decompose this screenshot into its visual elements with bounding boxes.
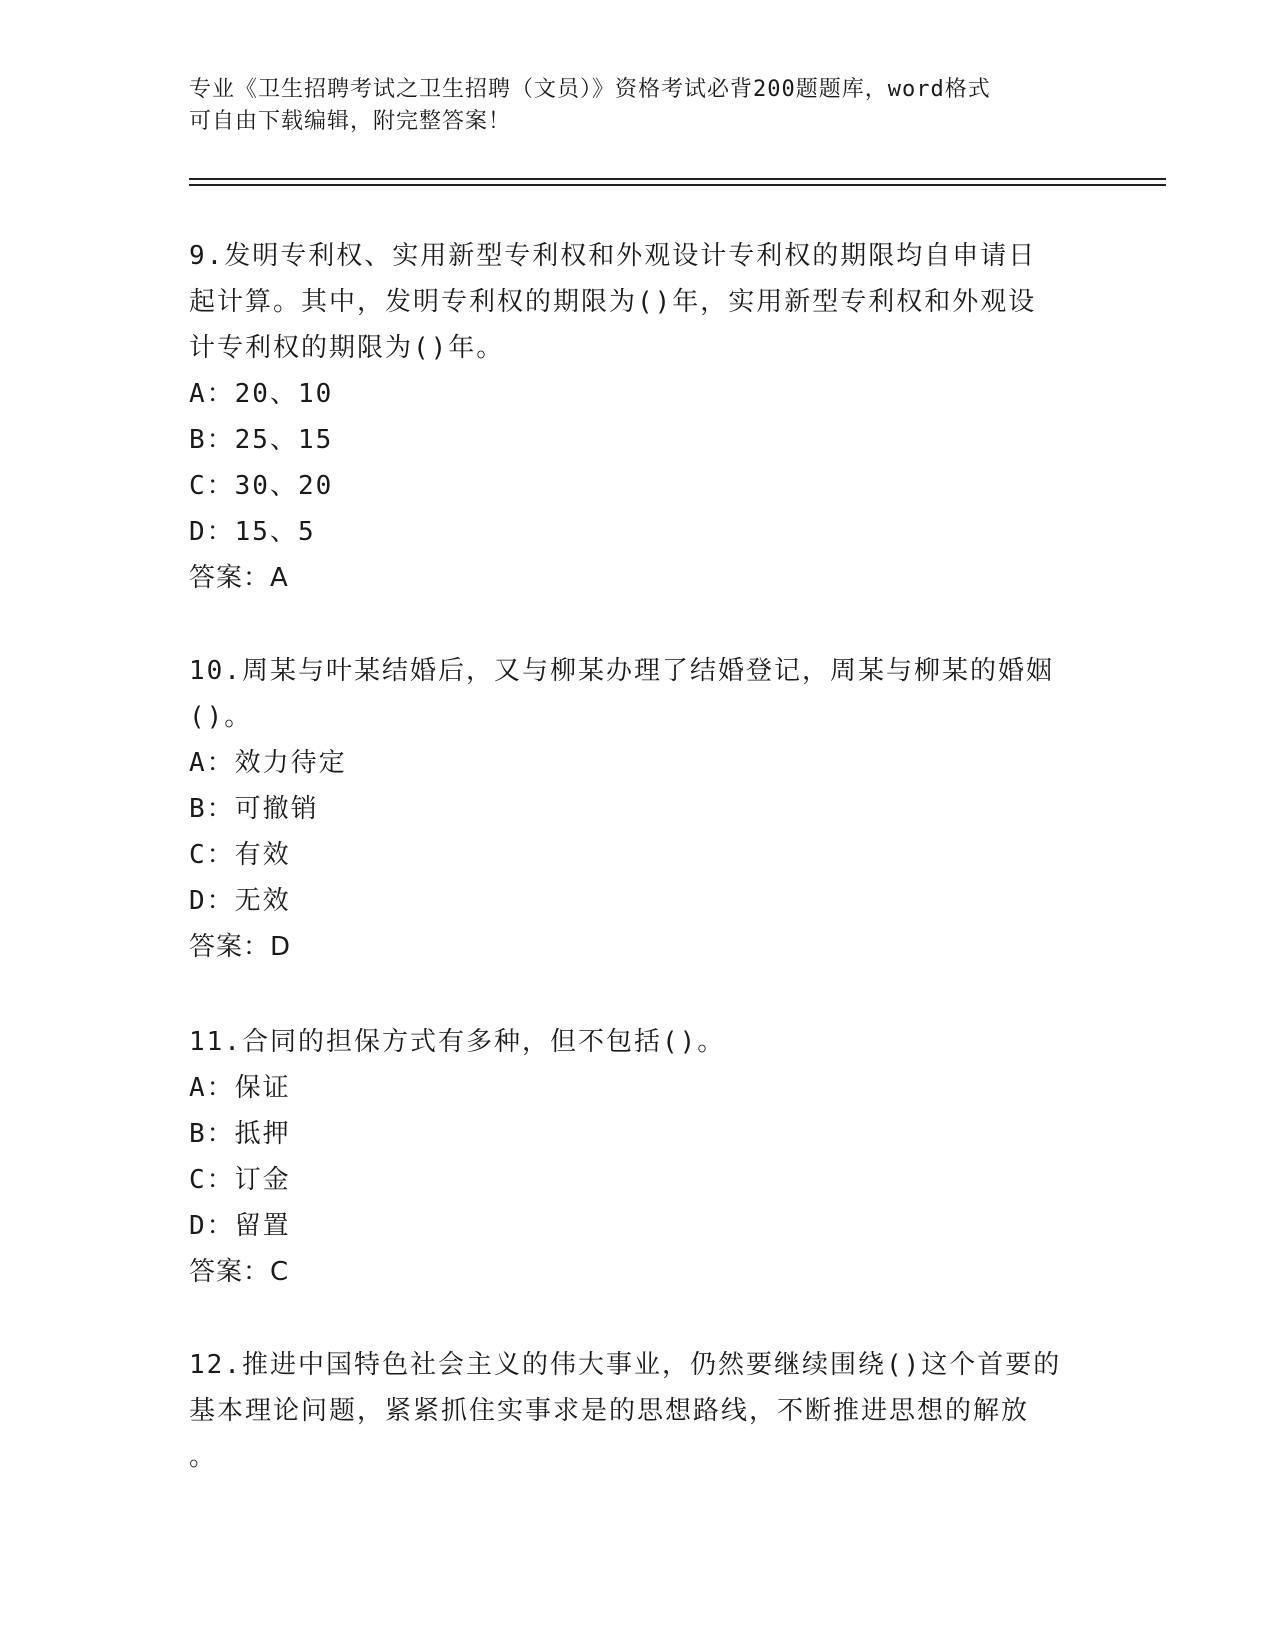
stem-line: 11.合同的担保方式有多种，但不包括()。 [189, 1027, 726, 1057]
stem-line: ()。 [189, 702, 253, 732]
stem-line: 9.发明专利权、实用新型专利权和外观设计专利权的期限均自申请日 [189, 241, 1037, 271]
answer: 答案：C [189, 1257, 290, 1287]
option-c: C：订金 [189, 1165, 291, 1195]
header-divider-bottom [189, 184, 1166, 186]
option-b: B：抵押 [189, 1119, 291, 1149]
question-10 [189, 648, 1089, 970]
stem-line: 计专利权的期限为()年。 [189, 333, 505, 363]
option-c: C：30、20 [189, 471, 334, 501]
question-stem [189, 1342, 1089, 1480]
option-a: A：效力待定 [189, 748, 347, 778]
question-11 [189, 1019, 1089, 1295]
stem-line: 基本理论问题，紧紧抓住实事求是的思想路线，不断推进思想的解放 [189, 1396, 1030, 1426]
question-9 [189, 233, 1089, 601]
question-stem [189, 648, 1089, 740]
option-b: B：可撤销 [189, 794, 319, 824]
question-stem [189, 1019, 1089, 1065]
option-c: C：有效 [189, 840, 291, 870]
header-line-2: 可自由下载编辑，附完整答案！ [189, 109, 512, 134]
option-d: D：15、5 [189, 517, 316, 547]
header-divider-top [189, 178, 1166, 180]
document-header [189, 74, 1089, 138]
question-12 [189, 1342, 1089, 1480]
question-stem [189, 233, 1089, 371]
stem-line: 10.周某与叶某结婚后，又与柳某办理了结婚登记，周某与柳某的婚姻 [189, 656, 1054, 686]
answer: 答案：A [189, 563, 289, 593]
header-line-1: 专业《卫生招聘考试之卫生招聘（文员）》资格考试必背200题题库，word格式 [189, 77, 991, 102]
stem-line: 起计算。其中，发明专利权的期限为()年，实用新型专利权和外观设 [189, 287, 1037, 317]
answer: 答案：D [189, 932, 292, 962]
option-d: D：无效 [189, 886, 291, 916]
stem-line: 。 [189, 1442, 218, 1472]
option-a: A：保证 [189, 1073, 291, 1103]
stem-line: 12.推进中国特色社会主义的伟大事业，仍然要继续围绕()这个首要的 [189, 1350, 1062, 1380]
option-b: B：25、15 [189, 425, 334, 455]
option-a: A：20、10 [189, 379, 334, 409]
option-d: D：留置 [189, 1211, 291, 1241]
